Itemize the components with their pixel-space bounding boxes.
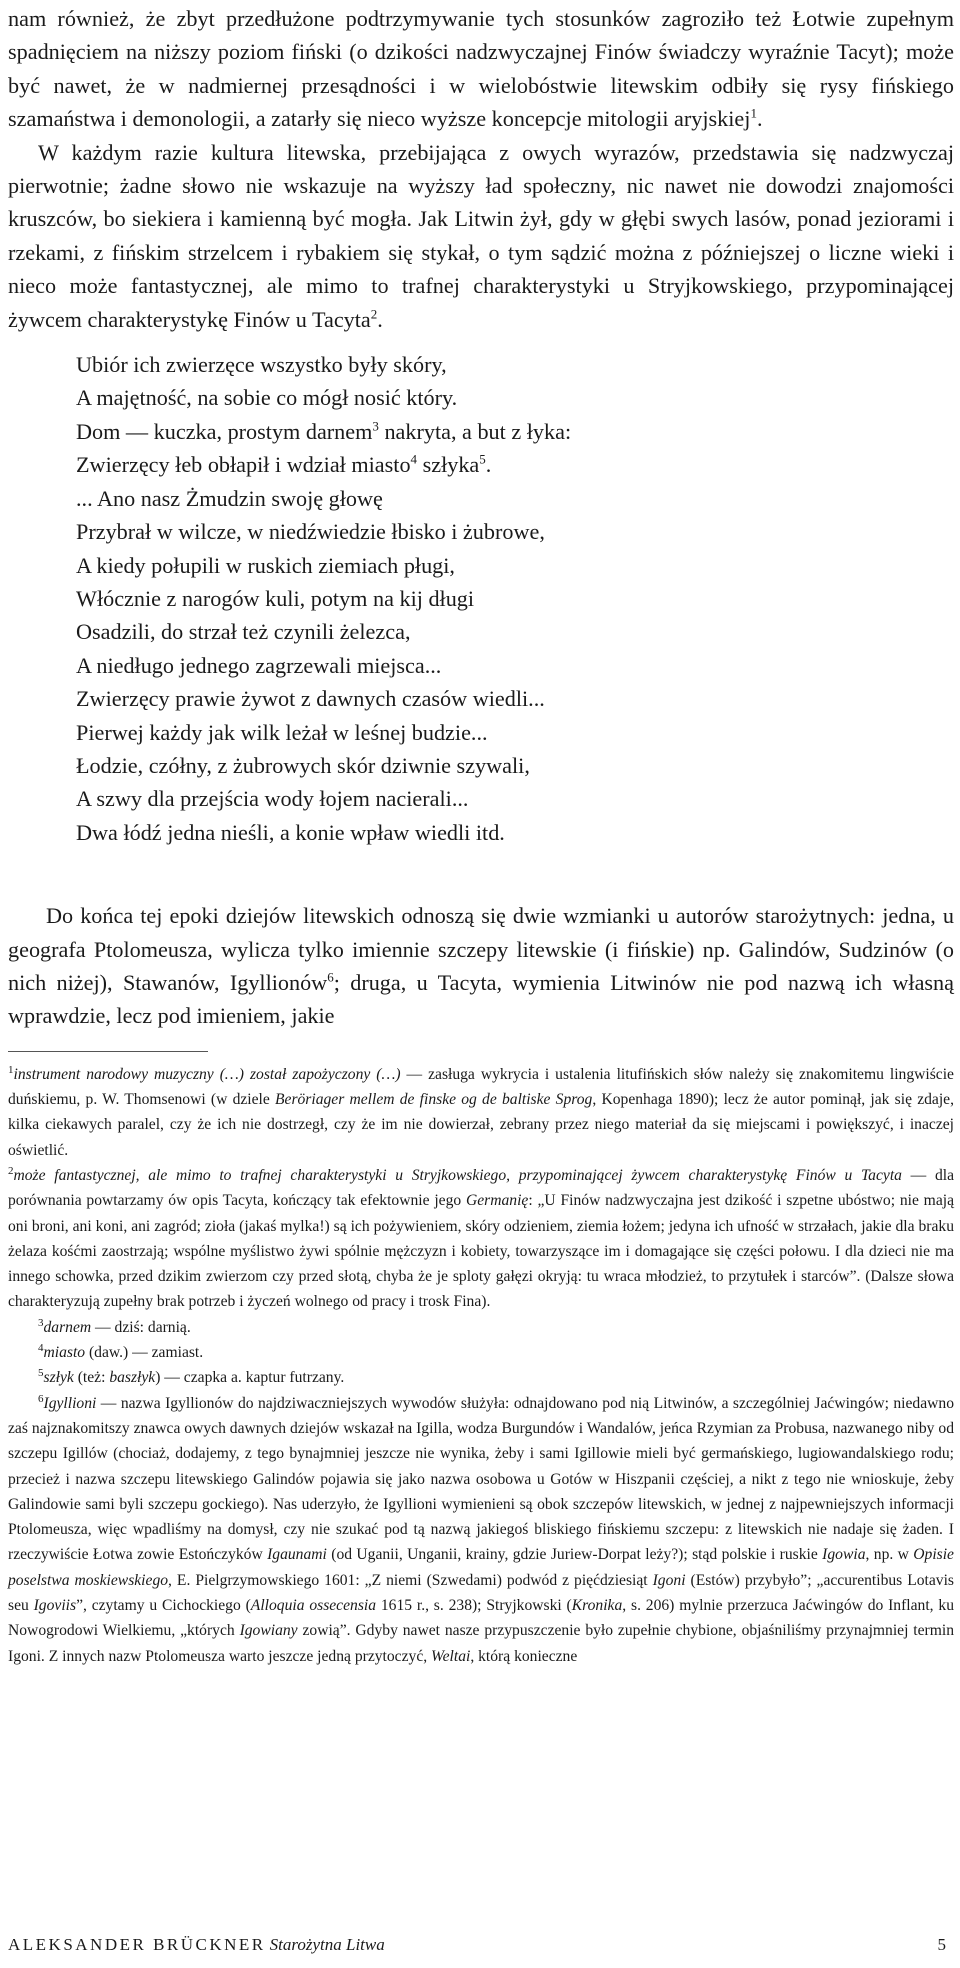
footnote-text: zowią”. Gdyby nawet nasze przypuszczenie było zupełnie chybione, objaśniliśmy przynajmniej termin Igoni. Z innych nazw Ptolomeusza warto jeszcze jedną przytoczyć,	[8, 1622, 954, 1665]
footnote-italic-term: Opisie poselstwa moskiewskiego	[8, 1546, 954, 1589]
footnotes	[8, 1062, 954, 1669]
footnote-number: 5	[38, 1367, 44, 1380]
footnote-text: (Estów) przybyło”; „accurentibus Lotavis seu	[8, 1571, 954, 1615]
footnote-ref-5[interactable]: 5	[479, 451, 486, 467]
verse-line	[76, 415, 954, 448]
footnote-number: 3	[38, 1316, 44, 1329]
verse-line-text: szłyka	[417, 452, 480, 478]
footnote-alt-form: baszłyk	[109, 1369, 156, 1387]
footnote-number: 4	[38, 1341, 44, 1354]
footnote-number: 2	[8, 1164, 14, 1177]
footnote-text: (też:	[73, 1369, 110, 1387]
paragraph-2: W każdym razie kultura litewska, przebijająca z owych wyrazów, przedstawia się nadzwyczaj pierwotnie; żadne słowo nie wskazuje na wyższy ład społeczny, nic nawet nie dowodzi znajomości kruszców, bo siekiera i kamienną być mogła. Jak Litwin żył, gdy w głębi swych lasów, ponad jeziorami i rzekami, z fińskim strzelcem i rybakiem się stykał, o tym sądzić można z późniejszej o liczne wieki i nieco może fantastycznej, ale mimo to trafnej charakterystyki u Stryjkowskiego, przypominającej żywcem charakterystykę Finów u Tacyta$^2$.	[8, 139, 954, 332]
paragraph-3-text: ; druga, u Tacyta, wymienia Litwinów nie pod nazwą ich własną wprawdzie, lecz pod imieniem, jakie	[8, 969, 955, 1029]
footnote-italic-term: Igowiany	[239, 1622, 298, 1640]
footnote-lemma: darnem	[43, 1318, 92, 1336]
verse-line: A majętność, na sobie co mógł nosić który.	[76, 385, 458, 411]
footnote-4	[8, 1340, 954, 1365]
footnote-ref-2[interactable]: 2	[370, 306, 378, 322]
footnote-text: ”, czytamy u Cichockiego (	[76, 1597, 251, 1615]
footnote-text: 1615 r., s. 238); Stryjkowski (	[376, 1597, 572, 1615]
footnote-ref-3[interactable]: 3	[372, 418, 379, 434]
footnote-italic-term: Igoviis	[33, 1597, 77, 1615]
footnote-number: 1	[8, 1063, 14, 1076]
footnote-text: , s. 206) mylnie przerzuca Jaćwingów do Inflant, ku Nowogrodowi Wielkiemu, „których	[8, 1597, 954, 1640]
page	[8, 0, 954, 1669]
verse-line: A szwy dla przejścia wody łojem nacierali...	[76, 786, 469, 812]
footnote-text: — dziś: darnią.	[91, 1318, 191, 1336]
footnote-italic-term: Igoni	[652, 1571, 686, 1589]
footnote-lemma: instrument narodowy muzyczny (…) został zapożyczony (…)	[13, 1065, 401, 1083]
footnote-italic-term: Igowia	[822, 1546, 866, 1564]
footnote-ref-4[interactable]: 4	[410, 451, 418, 467]
footnote-text: , np. w	[865, 1546, 914, 1564]
verse-line: Łodzie, czółny, z żubrowych skór dziwnie szywali,	[76, 752, 530, 778]
footnote-italic-term: Weltai	[431, 1647, 471, 1665]
verse-line: Pierwej każdy jak wilk leżał w leśnej budzie...	[76, 719, 488, 745]
paragraph-1: nam również, że zbyt przedłużone podtrzymywanie tych stosunków zagroziło też Łotwie zupełnym spadnięciem na niższy poziom fiński (o dzikości nadzwyczajnej Finów świadczy wyraźnie Tacyt); może być nawet, że w nadmiernej przesądności i w wielobóstwie litewskim odbiły się rysy fińskiego szamaństwa i demonologii, a zatarły się nieco wyższe koncepcje mitologii aryjskiej$^1$.	[8, 6, 954, 132]
verse-line	[76, 448, 954, 481]
footnote-italic-term: Alloquia ossecensia	[250, 1597, 377, 1615]
footnote-lemma: Igyllioni	[43, 1394, 97, 1412]
footnote-2	[8, 1163, 954, 1315]
footnote-5	[8, 1365, 954, 1390]
footnote-text: , Kopenhaga 1890); lecz że autor pominął, jak się zdaje, kilka ciekawych paralel, czy że ich nie dostrzegł, czy że im nie dowierzał, zebrany przez niego materiał da się miejscami i powiększyć, i inaczej oświetlić.	[8, 1091, 954, 1159]
footnote-italic-term: Kronika	[571, 1597, 623, 1615]
footnote-text: — zasługa wykrycia i ustalenia litufińskich słów należy się znakomitemu lingwiście duńskiemu, p. W. Thomsenowi (w dziele	[8, 1065, 954, 1109]
verse-line: A niedługo jednego zagrzewali miejsca...	[76, 652, 442, 678]
paragraph-3	[8, 899, 954, 1033]
footnote-separator	[8, 1051, 208, 1052]
footnote-number: 6	[38, 1392, 44, 1405]
verse-line: ... Ano nasz Żmudzin swoję głowę	[76, 485, 383, 511]
footnote-work-title: Germanię	[465, 1192, 529, 1210]
footnote-1	[8, 1062, 954, 1163]
footnote-text: — nazwa Igyllionów do najdziwaczniejszych wywodów służyła: odnajdowano pod nią Litwinów, a szczególniej Jaćwingów; niedawno zaś najznakomitszy znawca owych dawnych dziejów wskazał na Igilla, wodza Burgundów i Wandalów, jeńca Rzymian za Probusa, nazwanego niby od szczepu Igillów (chociaż, dodajemy, z tego bynajmniej jeszcze nie wynika, żeby i sami Igillowie mieli być germańskiego, lugiowandalskiego rodu; przecież i nazwa szczepu litewskiego Galindów pojawia się jako nazwa osobowa u Gotów w Hiszpanii częściej, a nikt z tego nie wnioskuje, żeby Galindowie sami byli szczepu gockiego). Nas uderzyło, że Igyllioni wymienieni są obok szczepów litewskich, w jednej z najpewniejszych informacji Ptolomeusza, więc wpadliśmy na domysł, czy nie szukać pod tą nazwą jakiegoś bliskiego fińskiemu szczepu: z litewskich nie nadaje się żaden. I rzeczywiście Łotwa zowie Estończyków	[8, 1394, 954, 1564]
footnote-text: (od Uganii, Unganii, krainy, gdzie Juriew-Dorpat leży?); stąd polskie i ruskie	[326, 1546, 823, 1564]
verse-quote	[76, 348, 954, 849]
footer-book-title: Starożytna Litwa	[269, 1935, 385, 1954]
footnote-ref-1[interactable]: 1	[750, 105, 757, 121]
footnote-6	[8, 1391, 954, 1669]
footnote-italic-term: Igaunami	[267, 1546, 327, 1564]
verse-line: A kiedy połupili w ruskich ziemiach pługi,	[76, 552, 455, 578]
footnote-text: — dla porównania powtarzamy ów opis Tacyta, kończący tak efektownie jego	[8, 1166, 954, 1210]
verse-line-text: Dom — kuczka, prostym darnem	[76, 418, 373, 444]
footnote-text: : „U Finów nadzwyczajna jest dzikość i szpetne ubóstwo; nie mają oni broni, ani koni, ani zagród; zioła (jakaś mylka!) są ich pożywieniem, skóry odzieniem, ziemia łożem; jedyna ich ufność w strzałach, jakie dla braku żelaza kośćmi zaostrzają; wspólne myślistwo żywi spólnie mężczyzn i kobiety, towarzyszące im i domagające się części połowu. I dla dzieci nie ma innego schowka, przed dzikim zwierzom czy przed słotą, chyba że je sploty gałęzi okryją: tu wraca młodzież, to przytułek i starców”. (Dalsze słowa charakteryzują zupełny brak potrzeb i życzeń wolnego od pracy i trosk Fina).	[8, 1192, 954, 1311]
verse-line: Przybrał w wilcze, w niedźwiedzie łbisko i żubrowe,	[76, 519, 545, 545]
footnote-lemma: szłyk	[43, 1369, 74, 1387]
page-number: 5	[937, 1935, 946, 1954]
footnote-text: , E. Pielgrzymowskiego 1601: „Z niemi (Szwedami) podwód z pięćdziesiąt	[168, 1571, 653, 1589]
footnote-work-title: Beröriager mellem de finske og de baltiske Sprog	[275, 1091, 593, 1109]
paragraph-2-text: W każdym razie kultura litewska, przebijająca z owych wyrazów, przedstawia się nadzwyczaj pierwotnie; żadne słowo nie wskazuje na wyższy ład społeczny, nic nawet nie dowodzi znajomości kruszców, bo siekiera i kamienną być mogła. Jak Litwin żył, gdy w głębi swych lasów, ponad jeziorami i rzekami, z fińskim strzelcem i rybakiem się stykał, o tym sądzić można z późniejszej o liczne wieki i nieco może fantastycznej, ale mimo to trafnej charakterystyki u Stryjkowskiego, przypominającej żywcem charakterystykę Finów u Tacyta	[8, 139, 954, 332]
footnote-ref-6[interactable]: 6	[327, 969, 334, 985]
footnote-lemma: miasto	[43, 1344, 86, 1362]
footnote-text: , którą konieczne	[470, 1647, 578, 1665]
verse-line: Zwierzęcy prawie żywot z dawnych czasów wiedli...	[76, 686, 545, 712]
footnote-lemma: może fantastycznej, ale mimo to trafnej charakterystyki u Stryjkowskiego, przypominającej żywcem charakterystykę Finów u Tacyta	[13, 1166, 902, 1184]
paragraph-1-text: nam również, że zbyt przedłużone podtrzymywanie tych stosunków zagroziło też Łotwie zupełnym spadnięciem na niższy poziom fiński (o dzikości nadzwyczajnej Finów świadczy wyraźnie Tacyt); może być nawet, że w nadmiernej przesądności i w wielobóstwie litewskim odbiły się rysy fińskiego szamaństwa i demonologii, a zatarły się nieco wyższe koncepcje mitologii aryjskiej	[8, 6, 954, 132]
verse-line: Włócznie z narogów kuli, potym na kij długi	[76, 585, 475, 611]
footnote-text: (daw.) — zamiast.	[85, 1344, 204, 1362]
verse-line-text: Zwierzęcy łeb obłapił i wdział miasto	[76, 452, 411, 478]
verse-line: Dwa łódź jedna nieśli, a konie wpław wiedli itd.	[76, 819, 505, 845]
footer-author: ALEKSANDER BRÜCKNER	[8, 1935, 266, 1954]
verse-line: Ubiór ich zwierzęce wszystko były skóry,	[76, 352, 447, 378]
footnote-3	[8, 1315, 954, 1340]
verse-line-text: nakryta, a but z łyka:	[378, 418, 572, 444]
verse-line-text: .	[485, 452, 492, 478]
footnote-text: ) — czapka a. kaptur futrzany.	[155, 1369, 345, 1387]
verse-line: Osadzili, do strzał też czynili żelezca,	[76, 619, 411, 645]
page-footer	[8, 1934, 946, 1956]
paragraph-3-text: Do końca tej epoki dziejów litewskich odnoszą się dwie wzmianki u autorów starożytnych: jedna, u geografa Ptolomeusza, wylicza tylko imiennie szczepy litewskie (i fińskie) np. Galindów, Sudzinów (o nich niżej), Stawanów, Igyllionów	[8, 903, 954, 995]
